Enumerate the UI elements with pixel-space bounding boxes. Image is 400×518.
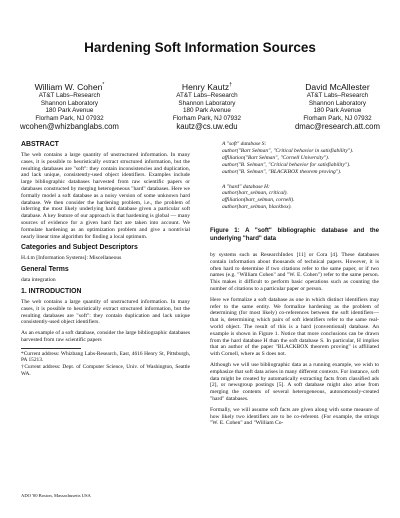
author-block bbox=[20, 82, 380, 131]
footnote-2: †Current address: Dept. of Computer Science, Univ. of Washington, Seattle WA. bbox=[21, 363, 190, 377]
categories-heading: Categories and Subject Descriptors bbox=[21, 244, 138, 252]
author-street: 180 Park Avenue bbox=[183, 107, 231, 115]
body-paragraph-2: Here we formalize a soft database as one in which distinct identifiers may refer to the same entity. We formalize hardening as the problem of determining (for most likely) co-references between the soft identifiers—that is, determining which pairs of soft identifiers refer to the same real-world object. The result of this is a hard (conventional) database. An example is shown in Figure 1. Notice that more conclusions can be drawn from the hard database H than the soft database S. In particular, H implies that an author of the paper "BLACKBOX theorem proving" is affiliated with Cornell, where as S does not. bbox=[210, 296, 379, 358]
figure-caption: Figure 1: A "soft" bibliographic database and the underlying "hard" data bbox=[210, 227, 379, 242]
author-city: Florham Park, NJ 07932 bbox=[172, 114, 242, 122]
hard-db-line: affiliation(bart_selman, cornell). bbox=[222, 197, 295, 204]
general-terms-text: data integration bbox=[21, 277, 56, 284]
categories-text: H.4.m [Information Systems]: Miscellaneous bbox=[21, 255, 122, 262]
author-lab: Shannon Laboratory bbox=[178, 99, 236, 107]
body-paragraph-1: by systems such as ResearchIndex [11] or Cora [4]. These databases contain information about thousands of technical papers. However, it is often hard to determine if two citations refer to the same paper, or if two names (e.g. "William Cohen" and "W. E. Cohen") refer to the same person. This makes it difficult to perform basic operations such as counting the number of citations to a particular paper or person. bbox=[210, 251, 379, 292]
intro-paragraph-2: As an example of a soft database, consider the large bibliographic databases harvested from raw scientific papers bbox=[21, 330, 190, 343]
figure-spacer bbox=[222, 176, 379, 184]
soft-db-line: affiliation("Bart Selman", "Cornell University"). bbox=[222, 154, 330, 161]
hard-db-line: author(bart_selman, blackbox). bbox=[222, 204, 292, 211]
footnote-1: *Current address: Whizbang Labs-Research, East, 4616 Henry St, Pittsburgh, PA 15213. bbox=[21, 350, 190, 364]
hard-db-line: author(bart_selman, critical). bbox=[222, 190, 288, 197]
author-lab: Shannon Laboratory bbox=[40, 99, 98, 107]
footnote-mark: * bbox=[102, 82, 105, 89]
soft-db-line: author("Bart Selman", "Critical behavior in satisfiability"). bbox=[222, 147, 354, 154]
body-paragraph-4: Formally, we will assume soft facts are given along with some measure of how likely two identifiers are to be co-referent. (For example, the strings "W. E. Cohen" and "William Co- bbox=[210, 406, 379, 427]
author-email: kautz@cs.uw.edu bbox=[176, 122, 238, 132]
author-2 bbox=[173, 82, 241, 131]
author-email: wcohen@whizbanglabs.com bbox=[20, 122, 119, 132]
conference-footer: ADO '00 Boston, Massachusetts USA bbox=[21, 493, 91, 498]
soft-db-line: author("B. Selman", "Critical behavior for satisfiability"). bbox=[222, 161, 351, 168]
introduction-heading: 1. INTRODUCTION bbox=[21, 287, 82, 295]
figure-1 bbox=[210, 141, 379, 211]
left-column bbox=[21, 141, 190, 377]
author-street: 180 Park Avenue bbox=[45, 107, 94, 115]
author-city: Florham Park, NJ 07932 bbox=[303, 114, 372, 122]
body-paragraph-3: Although we will use bibliographic data as a running example, we wish to emphasize that soft data arises in many different contexts. For instance, soft data might be created by automatically extracting facts from classified ads [2], or newsgroup postings [5]. A soft database might also arise from merging the contents of several heterogeneous, autonomously-created "hard" databases. bbox=[210, 361, 379, 402]
intro-paragraph-1: The web contains a large quantity of unstructured information. In many cases, it is possible to heuristically extract structured information, but the resulting databases are "soft": they contain duplication and lack unique consistently-used object identifiers. bbox=[21, 298, 190, 326]
abstract-text: The web contains a large quantity of unstructured information. In many cases, it is possible to heuristically extract structured information, but the resulting databases are "soft": they contain inconsistencies and duplication, and lack unique, consistently-used object identifiers. Examples include large bibliographic databases harvested from raw scientific papers or databases constructed by merging heterogeneous "hard" databases. Here we formally model a soft database as a noisy version of some unknown hard database. We then consider the hardening problem, i.e., the problem of inferring the most likely underlying hard database given a particular soft database. A key feature of our approach is that hardening is global — many sources of evidence for a given hard fact are taken into account. We formulate hardening as an optimization problem and give a nontrivial nearly linear time algorithm for finding a local optimum. bbox=[21, 152, 190, 240]
footnote-mark: † bbox=[229, 82, 232, 89]
author-name: William W. Cohen bbox=[34, 82, 103, 92]
author-street: 180 Park Avenue bbox=[313, 107, 362, 115]
hard-db-heading: A "hard" database H: bbox=[222, 183, 270, 190]
author-name: Henry Kautz bbox=[181, 82, 230, 92]
author-3 bbox=[295, 82, 380, 131]
paper-title: Hardening Soft Information Sources bbox=[84, 40, 316, 55]
soft-db-heading: A "soft" database S: bbox=[222, 141, 267, 147]
author-affiliation: AT&T Labs–Research bbox=[176, 92, 238, 99]
abstract-heading: ABSTRACT bbox=[21, 141, 59, 148]
author-email: dmac@research.att.com bbox=[294, 122, 380, 132]
general-terms-heading: General Terms bbox=[21, 266, 69, 274]
soft-db-line: author("B. Selman", "BLACKBOX theorem proving"). bbox=[222, 168, 342, 175]
right-column bbox=[210, 141, 379, 431]
author-city: Florham Park, NJ 07932 bbox=[35, 114, 104, 122]
author-lab: Shannon Laboratory bbox=[308, 99, 366, 107]
author-name: David McAllester bbox=[305, 82, 370, 92]
footnote-rule bbox=[21, 348, 81, 349]
author-affiliation: AT&T Labs–Research bbox=[306, 92, 369, 99]
author-affiliation: AT&T Labs–Research bbox=[38, 92, 101, 99]
author-1 bbox=[20, 82, 119, 131]
